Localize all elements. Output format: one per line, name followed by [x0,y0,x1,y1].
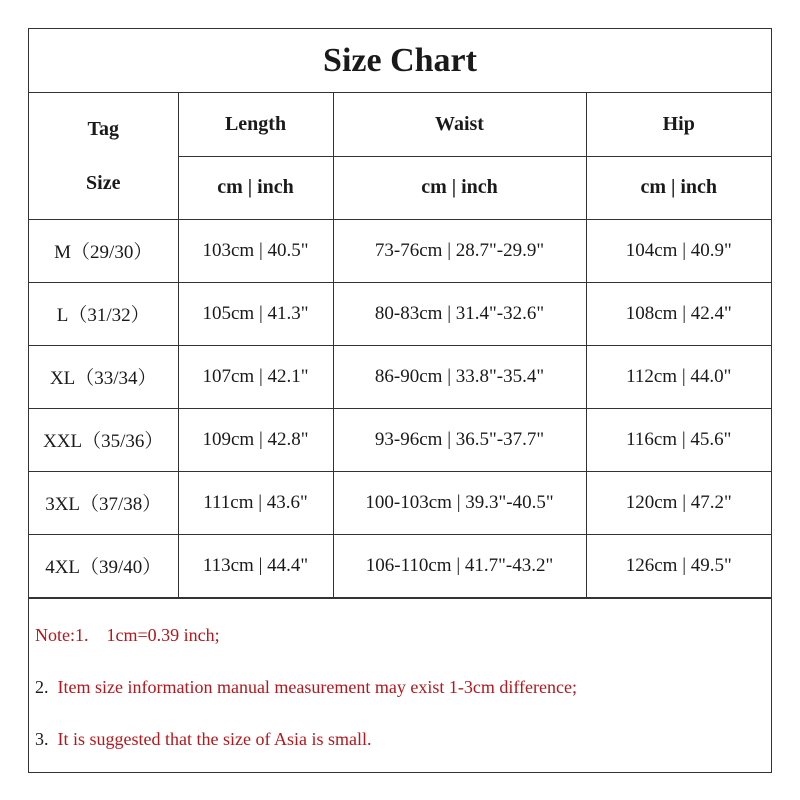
waist-cell: 100-103cm | 39.3"-40.5" [333,471,586,534]
tag-size-cell: 3XL（37/38） [29,471,178,534]
note-3-number: 3. [35,729,49,749]
length-cell: 107cm | 42.1" [178,345,333,408]
size-table [29,93,771,598]
size-chart [28,28,772,773]
length-cell: 103cm | 40.5" [178,219,333,282]
note-2 [35,677,577,698]
waist-unit: cm | inch [333,156,586,219]
length-cell: 105cm | 41.3" [178,282,333,345]
length-cell: 111cm | 43.6" [178,471,333,534]
tag-header-line1: Tag [87,117,119,140]
table-row [29,534,771,597]
length-header: Length [178,93,333,156]
table-row [29,282,771,345]
length-unit: cm | inch [178,156,333,219]
tag-size-cell: M（29/30） [29,219,178,282]
waist-cell: 73-76cm | 28.7"-29.9" [333,219,586,282]
tag-size-cell: L（31/32） [29,282,178,345]
tag-size-cell: XXL（35/36） [29,408,178,471]
note-1: Note:1. 1cm=0.39 inch; [35,625,220,645]
note-3 [35,729,371,750]
hip-cell: 108cm | 42.4" [586,282,771,345]
note-2-text: Item size information manual measurement may exist 1-3cm difference; [48,677,577,697]
hip-cell: 120cm | 47.2" [586,471,771,534]
hip-cell: 116cm | 45.6" [586,408,771,471]
notes-section [29,598,771,773]
waist-header: Waist [333,93,586,156]
hip-cell: 126cm | 49.5" [586,534,771,597]
hip-cell: 104cm | 40.9" [586,219,771,282]
length-cell: 109cm | 42.8" [178,408,333,471]
table-row [29,471,771,534]
note-2-number: 2. [35,677,49,697]
waist-cell: 80-83cm | 31.4"-32.6" [333,282,586,345]
length-cell: 113cm | 44.4" [178,534,333,597]
waist-cell: 106-110cm | 41.7"-43.2" [333,534,586,597]
waist-cell: 93-96cm | 36.5"-37.7" [333,408,586,471]
chart-title: Size Chart [29,29,771,93]
tag-size-cell: 4XL（39/40） [29,534,178,597]
tag-header-line2: Size [86,171,121,194]
tag-size-header [29,93,178,219]
waist-cell: 86-90cm | 33.8"-35.4" [333,345,586,408]
tag-size-cell: XL（33/34） [29,345,178,408]
table-row [29,219,771,282]
header-row [29,93,771,156]
hip-header: Hip [586,93,771,156]
hip-unit: cm | inch [586,156,771,219]
note-3-text: It is suggested that the size of Asia is small. [48,729,372,749]
table-row [29,408,771,471]
table-row [29,345,771,408]
hip-cell: 112cm | 44.0" [586,345,771,408]
